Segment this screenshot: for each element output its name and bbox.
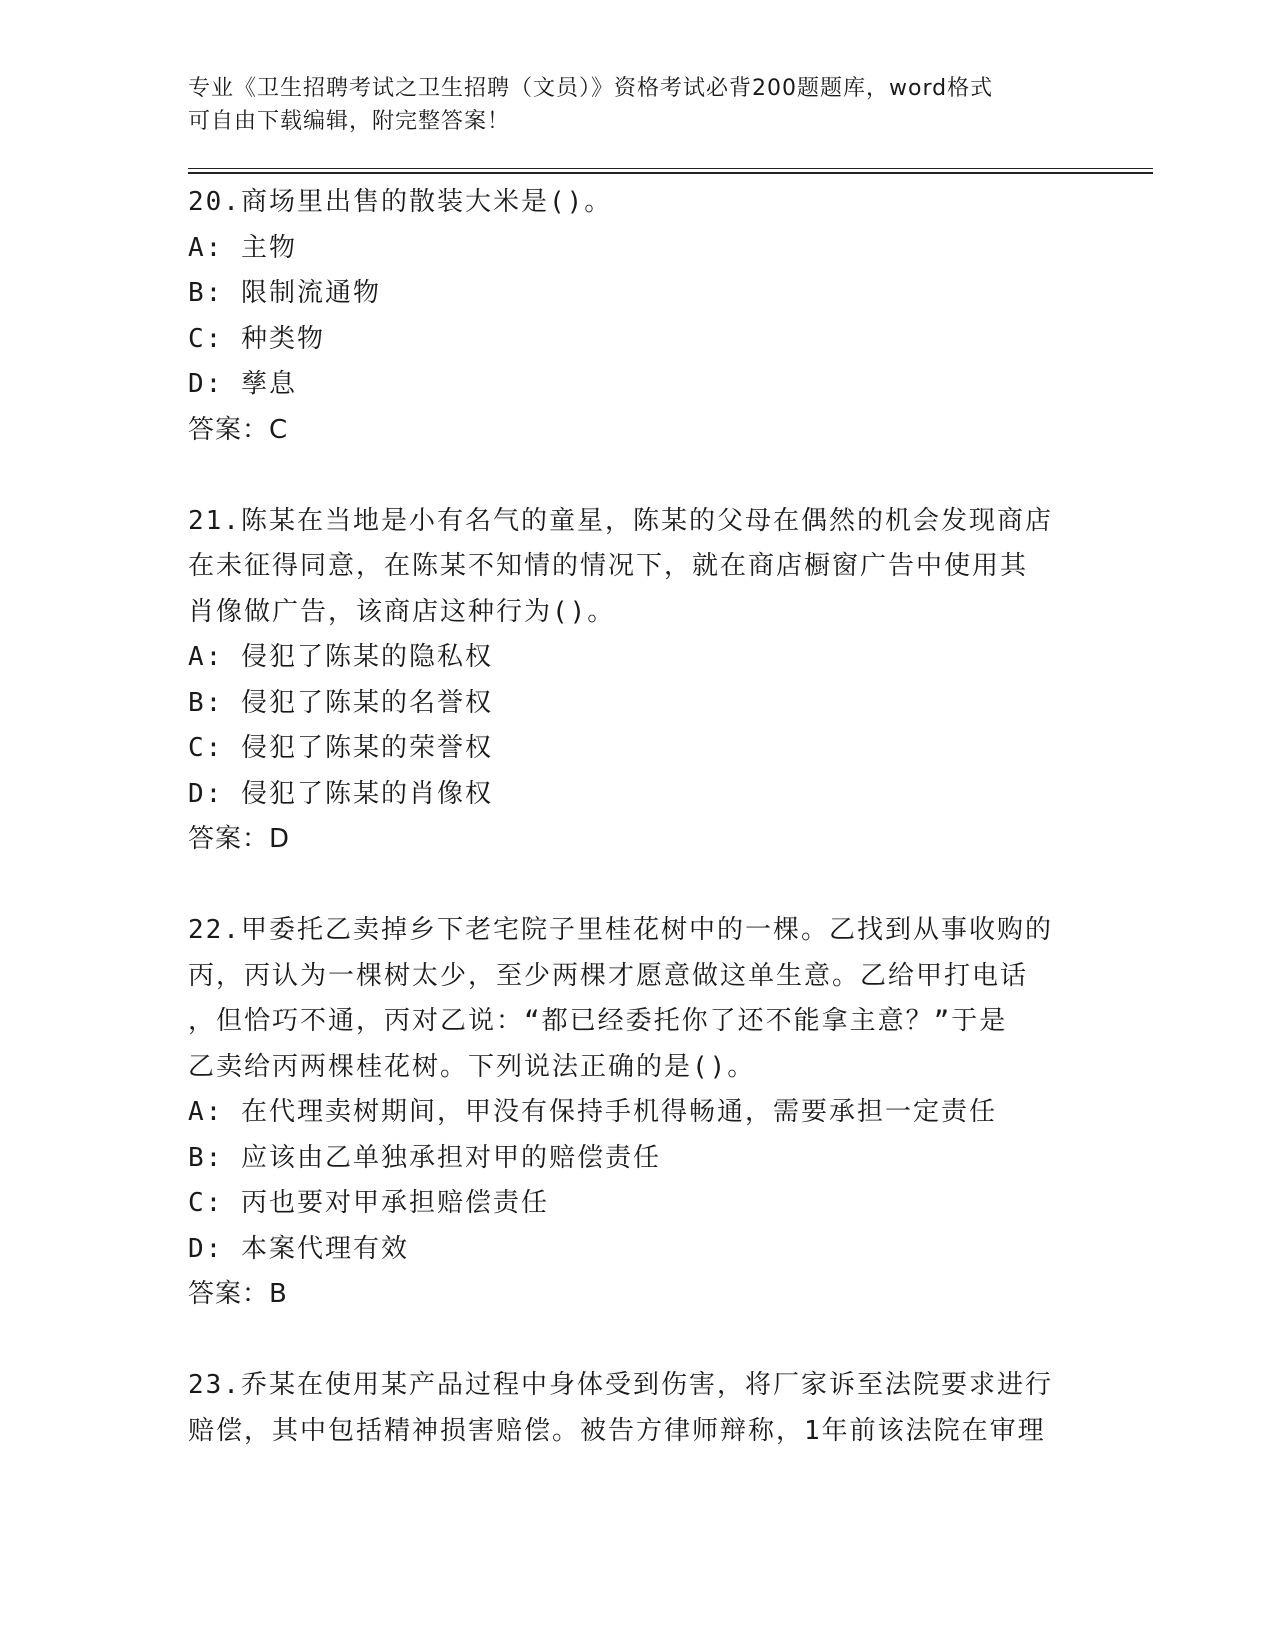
question-22	[188, 908, 1148, 1318]
question-text: 22.甲委托乙卖掉乡下老宅院子里桂花树中的一棵。乙找到从事收购的	[188, 915, 1053, 945]
option-c: C: 种类物	[188, 323, 325, 354]
question-text: 21.陈某在当地是小有名气的童星，陈某的父母在偶然的机会发现商店	[188, 505, 1053, 536]
question-text: 肖像做广告，该商店这种行为()。	[188, 596, 616, 627]
option-a: A: 主物	[188, 232, 297, 263]
answer: 答案：C	[188, 414, 289, 445]
header-line-1: 专业《卫生招聘考试之卫生招聘（文员）》资格考试必背200题题库，word格式	[188, 76, 994, 101]
option-b: B: 限制流通物	[188, 278, 381, 308]
question-text: 在未征得同意，在陈某不知情的情况下，就在商店橱窗广告中使用其	[188, 551, 1029, 581]
option-c: C: 丙也要对甲承担赔偿责任	[188, 1188, 549, 1218]
option-a: A: 侵犯了陈某的隐私权	[188, 642, 493, 672]
header-divider	[188, 168, 1153, 174]
question-text: 乙卖给丙两棵桂花树。下列说法正确的是()。	[188, 1051, 756, 1082]
document-page	[188, 72, 1148, 1454]
question-text: ，但恰巧不通，丙对乙说：“都已经委托你了还不能拿主意？”于是	[188, 1006, 1008, 1036]
header-line-2: 可自由下载编辑，附完整答案！	[188, 109, 511, 134]
question-text: 赔偿，其中包括精神损害赔偿。被告方律师辩称，1年前该法院在审理	[188, 1415, 1046, 1446]
answer: 答案：D	[188, 824, 291, 854]
answer: 答案：B	[188, 1279, 288, 1309]
question-20	[188, 180, 1148, 453]
question-text: 20.商场里出售的散装大米是()。	[188, 187, 613, 217]
question-text: 丙，丙认为一棵树太少，至少两棵才愿意做这单生意。乙给甲打电话	[188, 960, 1029, 991]
option-d: D: 侵犯了陈某的肖像权	[188, 778, 493, 809]
question-text: 23.乔某在使用某产品过程中身体受到伤害，将厂家诉至法院要求进行	[188, 1370, 1053, 1400]
option-b: B: 侵犯了陈某的名誉权	[188, 687, 493, 718]
option-c: C: 侵犯了陈某的荣誉权	[188, 733, 493, 763]
question-21	[188, 499, 1148, 863]
option-b: B: 应该由乙单独承担对甲的赔偿责任	[188, 1142, 661, 1173]
document-header	[188, 72, 1148, 138]
option-d: D: 本案代理有效	[188, 1233, 409, 1264]
option-a: A: 在代理卖树期间，甲没有保持手机得畅通，需要承担一定责任	[188, 1097, 997, 1127]
option-d: D: 孳息	[188, 369, 297, 399]
question-23	[188, 1363, 1148, 1454]
